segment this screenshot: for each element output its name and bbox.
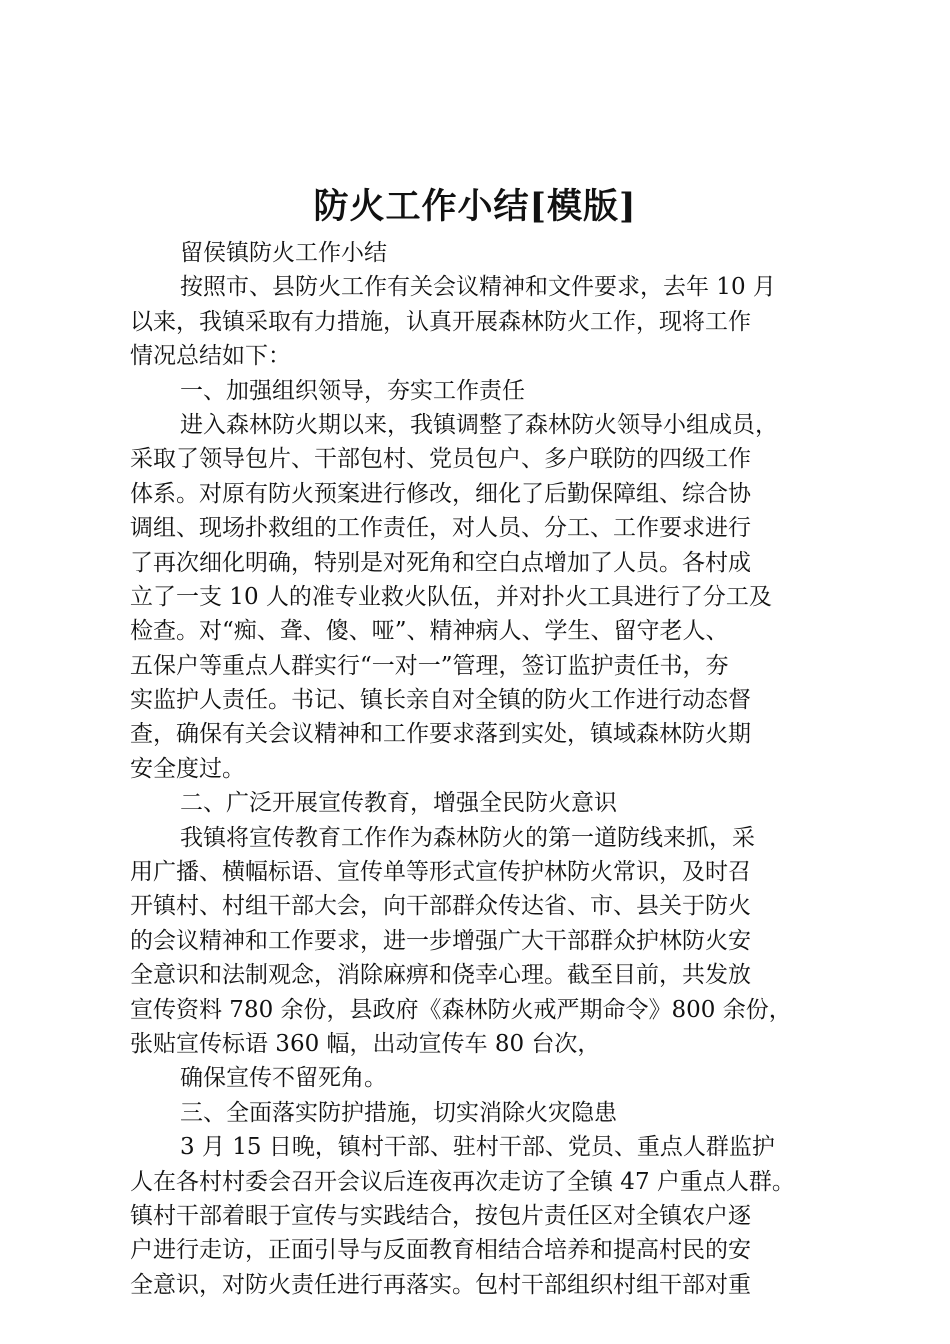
paragraph-line: 安全度过。 [130, 755, 245, 782]
document-body [130, 236, 835, 1302]
paragraph-line: 检查。对“痴、聋、傻、哑”、精神病人、学生、留守老人、 [130, 618, 729, 645]
paragraph-line: 实监护人责任。书记、镇长亲自对全镇的防火工作进行动态督 [130, 687, 751, 714]
paragraph-line: 的会议精神和工作要求，进一步增强广大干部群众护林防火安 [130, 927, 751, 954]
section-heading: 二、广泛开展宣传教育，增强全民防火意识 [180, 790, 617, 817]
subtitle-line: 留侯镇防火工作小结 [180, 240, 387, 266]
paragraph-line: 开镇村、村组干部大会，向干部群众传达省、市、县关于防火 [130, 893, 751, 920]
paragraph-line: 调组、现场扑救组的工作责任，对人员、分工、工作要求进行 [130, 515, 751, 542]
paragraph-line: 我镇将宣传教育工作作为森林防火的第一道防线来抓，采 [180, 824, 755, 851]
section-heading: 三、全面落实防护措施，切实消除火灾隐患 [180, 1099, 617, 1126]
paragraph-line: 情况总结如下： [130, 343, 291, 370]
paragraph-line: 全意识，对防火责任进行再落实。包村干部组织村组干部对重 [130, 1271, 751, 1298]
paragraph-line: 立了一支 10 人的准专业救火队伍，并对扑火工具进行了分工及 [130, 583, 772, 610]
paragraph-line: 人在各村村委会召开会议后连夜再次走访了全镇 47 户重点人群。 [130, 1168, 795, 1195]
paragraph-line: 张贴宣传标语 360 幅，出动宣传车 80 台次， [130, 1030, 601, 1057]
document-title: 防火工作小结[模版] [313, 186, 637, 227]
paragraph-line: 进入森林防火期以来，我镇调整了森林防火领导小组成员， [180, 411, 778, 438]
paragraph-line: 户进行走访，正面引导与反面教育相结合培养和提高村民的安 [130, 1237, 751, 1264]
paragraph-line: 采取了领导包片、干部包村、党员包户、多户联防的四级工作 [130, 446, 751, 473]
paragraph-line: 用广播、横幅标语、宣传单等形式宣传护林防火常识，及时召 [130, 859, 751, 886]
paragraph-line: 3 月 15 日晚，镇村干部、驻村干部、党员、重点人群监护 [180, 1134, 775, 1161]
paragraph-line: 镇村干部着眼于宣传与实践结合，按包片责任区对全镇农户逐 [130, 1202, 751, 1229]
paragraph-line: 全意识和法制观念，消除麻痹和侥幸心理。截至目前，共发放 [130, 962, 751, 989]
paragraph-line: 以来，我镇采取有力措施，认真开展森林防火工作，现将工作 [130, 308, 751, 335]
paragraph-line: 体系。对原有防火预案进行修改，细化了后勤保障组、综合协 [130, 480, 751, 507]
paragraph-line: 确保宣传不留死角。 [180, 1065, 387, 1092]
paragraph-line: 查，确保有关会议精神和工作要求落到实处，镇域森林防火期 [130, 721, 751, 748]
section-heading: 一、加强组织领导，夯实工作责任 [180, 377, 525, 404]
paragraph-line: 宣传资料 780 余份，县政府《森林防火戒严期命令》800 余份， [130, 996, 792, 1023]
paragraph-line: 五保户等重点人群实行“一对一”管理，签订监护责任书，夯 [130, 652, 729, 679]
paragraph-line: 按照市、县防火工作有关会议精神和文件要求，去年 10 月 [180, 274, 776, 301]
paragraph-line: 了再次细化明确，特别是对死角和空白点增加了人员。各村成 [130, 549, 751, 576]
